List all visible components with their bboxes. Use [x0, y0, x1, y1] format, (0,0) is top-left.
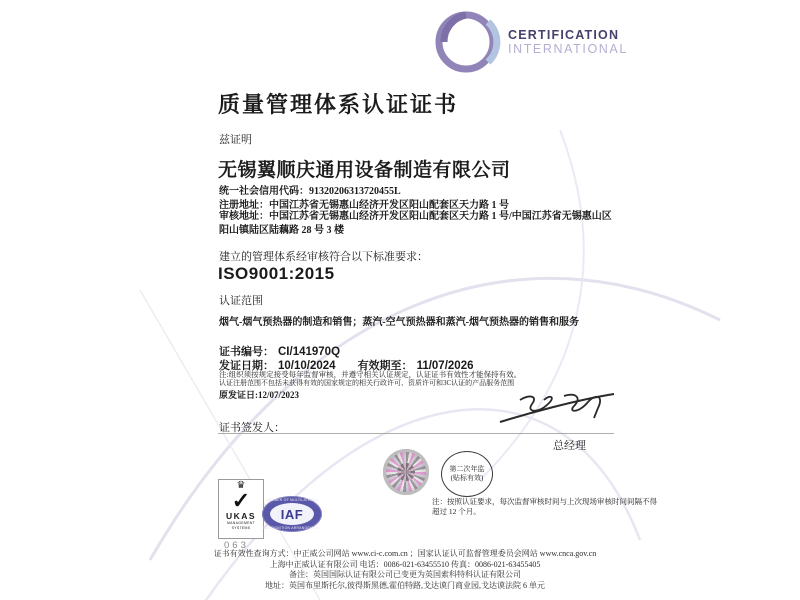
expiry-date-value: 11/07/2026: [416, 360, 474, 372]
signer-label: 证书签发人：: [219, 422, 285, 434]
certificate-title: 质量管理体系认证证书: [218, 92, 459, 117]
logo-line-international: INTERNATIONAL: [508, 42, 628, 56]
supervision-stamp-line2: (贴标有效): [450, 474, 484, 482]
ukas-crown-icon: ♛: [236, 480, 246, 491]
footer: [150, 549, 660, 591]
signature-image: [486, 388, 622, 428]
ci-logo-text: [508, 28, 628, 56]
expiry-date-label: 有效期至：: [357, 360, 413, 372]
supervision-note: 注：按照认证要求，每次监督审核时间与上次现场审核时间间隔不得超过 12 个月。: [432, 497, 657, 516]
iaf-ring-text-bottom: RECOGNITION ARRANGEMENT: [263, 526, 321, 530]
iaf-ring-text-top: MEMBER OF MULTILATERAL: [265, 498, 319, 502]
company-name: 无锡翼顺庆通用设备制造有限公司: [218, 160, 511, 181]
ukas-name: UKAS: [225, 511, 257, 521]
cert-number-label: 证书编号：: [219, 346, 274, 358]
signer-title: 总经理: [553, 440, 586, 452]
certify-intro: 兹证明: [219, 134, 252, 146]
company-credit-code: 统一社会信用代码：91320206313720455L: [219, 186, 401, 197]
logo-line-certification: CERTIFICATION: [508, 28, 620, 42]
ukas-logo: [218, 479, 264, 539]
registered-address: 注册地址：中国江苏省无锡惠山经济开发区阳山配套区天力路 1 号: [219, 200, 509, 211]
iaf-inner-oval: [270, 503, 314, 525]
footer-line-remark: 备注：英国国际认证有限公司已变更为英国索科特科认证有限公司: [289, 570, 521, 579]
cert-note-1: 注:组织须按规定接受每年监督审核，并遵守相关认证规定，认证证书有效性才能保持有效。: [219, 370, 522, 379]
iaf-logo: [262, 496, 322, 532]
supervision-stamp-line1: 第二次年监: [449, 465, 485, 473]
cert-number-value: CI/141970Q: [278, 346, 341, 358]
ukas-number: 063: [224, 540, 249, 551]
scope-text: 烟气-烟气预热器的制造和销售；蒸汽-空气预热器和蒸汽-烟气预热器的销售和服务: [219, 317, 579, 328]
supervision-stamp: [441, 451, 493, 497]
footer-line-validity: 证书有效性查询方式：中正威公司网站 www.ci-c.com.cn ；国家认证认可监督管理委员会网站 www.cnca.gov.cn: [213, 549, 597, 558]
original-issue-date: 原发证日:12/07/2023: [219, 390, 299, 400]
signature-line: [218, 433, 614, 434]
scope-label: 认证范围: [219, 295, 263, 307]
ci-logo: [428, 4, 678, 80]
issue-date-label: 发证日期：: [219, 360, 274, 372]
ukas-checkmark-icon: ✓: [231, 488, 251, 513]
standard-code: ISO9001:2015: [218, 264, 335, 283]
hologram-sticker: [383, 449, 429, 495]
ukas-subtitle: MANAGEMENT SYSTEMS: [226, 521, 256, 530]
audit-address: 审核地址：中国江苏省无锡惠山经济开发区阳山配套区天力路 1 号/中国江苏省无锡惠山区阳山镇陆区陆藕路 28 号 3 楼: [219, 211, 612, 236]
standard-intro: 建立的管理体系经审核符合以下标准要求：: [219, 251, 428, 263]
issue-date-value: 10/10/2024: [278, 360, 336, 372]
cert-note-2: 认证注册范围不包括未获得有效的国家规定的相关行政许可、资质许可和3C认证的产品服务范围: [219, 379, 515, 387]
ci-logo-ring-icon: [428, 5, 508, 79]
iaf-name: IAF: [280, 506, 304, 522]
footer-line-contact: 上海中正威认证有限公司 电话：0086-021-63455510 传真：0086-021-63455405: [269, 559, 541, 569]
footer-line-address: 地址：英国布里斯托尔,彼得斯黑德,霍伯特路,戈达谟门商业园,戈达谟法院 6 单元: [265, 580, 545, 590]
hologram-sticker-center: [397, 463, 415, 481]
